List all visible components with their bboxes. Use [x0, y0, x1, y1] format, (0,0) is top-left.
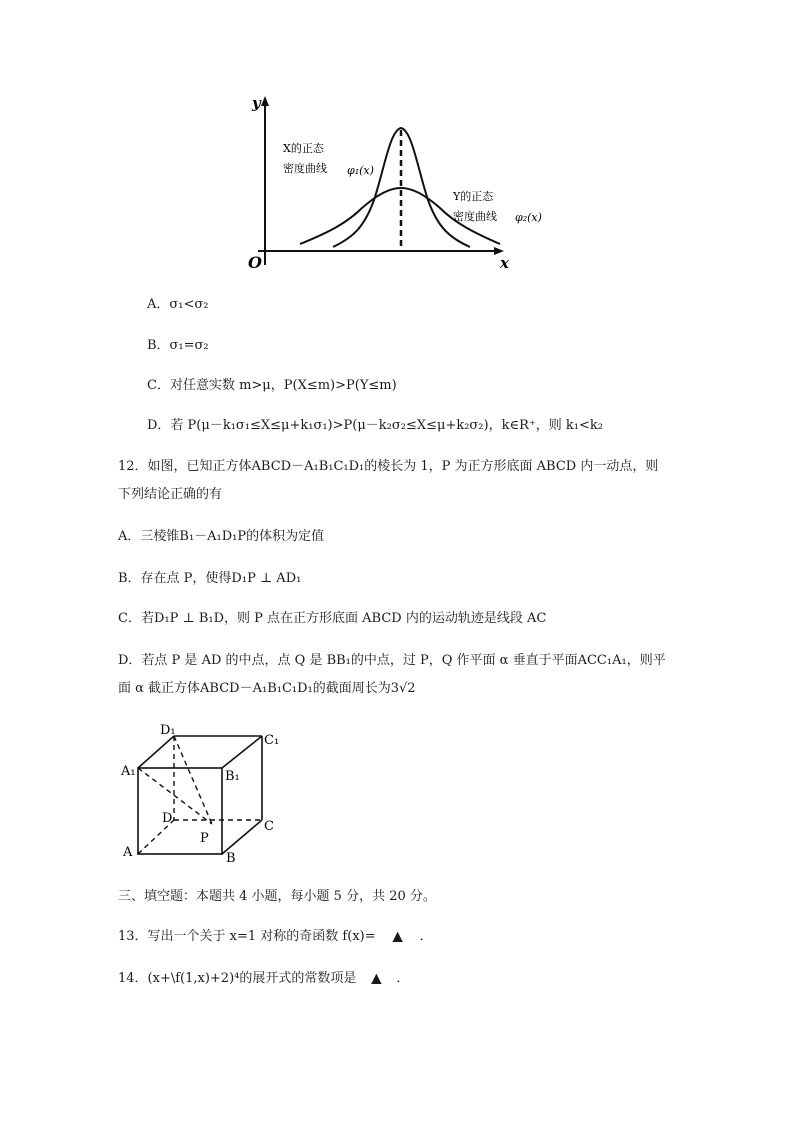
q13-suffix: ． — [419, 929, 433, 944]
label-d1: D₁ — [160, 723, 176, 738]
x-axis-label: x — [500, 254, 509, 272]
q13-prefix: 13．写出一个关于 x=1 对称的奇函数 f(x)= — [118, 929, 376, 944]
q14-answer-blank: ▲ — [371, 971, 382, 986]
segment-d1-p — [174, 736, 212, 824]
origin-label: O — [248, 253, 262, 272]
q12-option-d-line-2: 面 α 截正方体ABCD－A₁B₁C₁D₁的截面周长为3√2 — [118, 681, 416, 696]
label-p: P — [200, 831, 209, 846]
cube-front-face — [138, 768, 222, 854]
label-c: C — [264, 819, 274, 834]
q12-stem-line-2: 下列结论正确的有 — [118, 487, 223, 502]
y-curve-fn: φ₂(x) — [515, 211, 542, 224]
y-axis-label: y — [252, 94, 261, 112]
segment-a1-p — [138, 768, 212, 824]
edge-b1-c1 — [222, 736, 262, 768]
edge-a1-d1 — [138, 736, 174, 768]
q11-option-a: A．σ₁<σ₂ — [147, 297, 209, 312]
q12-option-a: A．三棱锥B₁－A₁D₁P的体积为定值 — [118, 529, 325, 544]
label-c1: C₁ — [264, 733, 280, 748]
q12-stem-line-1: 12．如图，已知正方体ABCD－A₁B₁C₁D₁的棱长为 1，P 为正方形底面 ABCD 内一动点，则 — [118, 459, 659, 474]
label-d: D — [162, 811, 173, 826]
label-a: A — [123, 845, 133, 860]
q14-prefix: 14．(x+\f(1,x)+2)⁴的展开式的常数项是 — [118, 971, 357, 986]
label-a1: A₁ — [121, 764, 136, 779]
y-curve-label-2: 密度曲线 — [453, 210, 497, 223]
q11-option-b: B．σ₁=σ₂ — [147, 338, 209, 353]
edge-b-c — [222, 820, 262, 854]
y-curve-label-1: Y的正态 — [453, 190, 494, 203]
q14-suffix: ． — [396, 971, 410, 986]
q13-answer-blank: ▲ — [392, 929, 403, 944]
q12-option-b: B．存在点 P，使得D₁P ⊥ AD₁ — [118, 571, 302, 586]
q11-option-c: C．对任意实数 m>μ，P(X≤m)>P(Y≤m) — [147, 378, 397, 393]
q12-option-c: C．若D₁P ⊥ B₁D，则 P 点在正方形底面 ABCD 内的运动轨迹是线段 AC — [118, 611, 547, 626]
section-3-heading: 三、填空题：本题共 4 小题，每小题 5 分，共 20 分。 — [118, 889, 436, 904]
q12-option-d-line-1: D．若点 P 是 AD 的中点，点 Q 是 BB₁的中点，过 P，Q 作平面 α 垂直于平面ACC₁A₁，则平 — [118, 653, 666, 668]
label-b1: B₁ — [225, 769, 240, 784]
x-curve-label-1: X的正态 — [283, 142, 324, 155]
x-curve-label-2: 密度曲线 — [283, 162, 327, 175]
q13 — [118, 928, 433, 946]
x-curve-fn: φ₁(x) — [347, 164, 374, 177]
q11-option-d: D．若 P(μ－k₁σ₁≤X≤μ+k₁σ₁)>P(μ－k₂σ₂≤X≤μ+k₂σ₂)，k∈R⁺，则 k₁<k₂ — [147, 418, 603, 433]
label-b: B — [226, 851, 236, 866]
q14 — [118, 970, 409, 988]
